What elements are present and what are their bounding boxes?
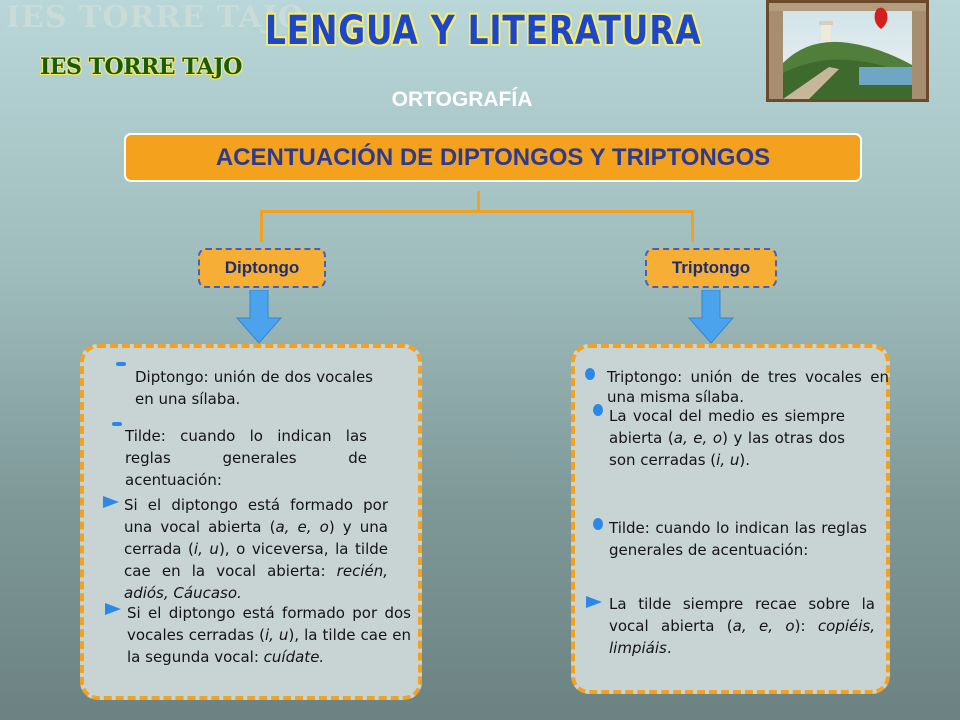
rule-text: ). [739, 451, 750, 469]
arrow-bullet-icon [103, 496, 119, 508]
school-landscape-image [766, 0, 929, 102]
examples: copiéis, limpiáis [609, 617, 875, 657]
dot-bullet-icon [593, 518, 603, 530]
diptongo-label: Diptongo [198, 248, 326, 288]
triptongo-middle-vowel [609, 405, 845, 471]
dash-bullet-icon [112, 422, 122, 426]
connector-right [691, 210, 694, 242]
connector-stem [477, 191, 480, 211]
triptongo-rule-open-vowel [609, 593, 875, 659]
school-name: IES TORRE TAJO [40, 54, 242, 80]
arrow-bullet-icon [105, 603, 121, 615]
triptongo-tilde-rule: Tilde: cuando lo indican las reglas generales de acentuación: [609, 519, 867, 559]
dash-bullet-icon [116, 362, 126, 366]
diptongo-tilde-rule: Tilde: cuando lo indican las reglas generales de acentuación: [125, 427, 367, 489]
dot-bullet-icon [593, 404, 603, 416]
rule-text: ), o viceversa, la tilde cae en la vocal abierta: [124, 540, 389, 580]
closed-vowels: i, u [193, 540, 219, 558]
open-vowels: a, e, o [732, 617, 795, 635]
down-arrow-icon [688, 290, 734, 344]
main-title: ACENTUACIÓN DE DIPTONGOS Y TRIPTONGOS [124, 133, 862, 182]
connector-horizontal [260, 210, 694, 213]
example: cuídate. [263, 648, 325, 666]
diptongo-rule-open-closed [124, 494, 388, 604]
school-name-watermark: IES TORRE TAJO [6, 0, 305, 35]
rule-text: ), la tilde cae en la segunda vocal: [127, 626, 412, 666]
examples: recién, adiós, Cáucaso. [124, 562, 388, 602]
triptongo-label: Triptongo [645, 248, 777, 288]
rule-text: ): [794, 617, 818, 635]
rule-text: . [666, 639, 672, 657]
down-arrow-icon [236, 290, 282, 344]
rule-text: Si el diptongo está formado por una vocal abierta ( [124, 496, 388, 536]
closed-vowels: i, u [264, 626, 289, 644]
rule-text: La vocal del medio es siempre abierta ( [609, 407, 845, 447]
open-vowels: a, e, o [275, 518, 329, 536]
rule-text: Si el diptongo está formado por dos vocales cerradas ( [127, 604, 411, 644]
subject-title: LENGUA Y LITERATURA [265, 8, 702, 54]
section-heading: ORTOGRAFÍA [391, 88, 533, 111]
arrow-bullet-icon [586, 596, 602, 608]
diptongo-rule-closed-closed [127, 602, 411, 668]
rule-text: ) y las otras dos son cerradas ( [609, 429, 845, 469]
open-vowels: a, e, o [673, 429, 723, 447]
rule-text: ) y una cerrada ( [124, 518, 389, 558]
rule-text: La tilde siempre recae sobre la vocal abierta ( [609, 595, 875, 635]
triptongo-definition: Triptongo: unión de tres vocales en una misma sílaba. [607, 368, 889, 406]
diptongo-definition: Diptongo: unión de dos vocales en una sílaba. [135, 368, 373, 408]
dot-bullet-icon [585, 368, 595, 380]
connector-left [260, 210, 263, 242]
closed-vowels: i, u [716, 451, 740, 469]
